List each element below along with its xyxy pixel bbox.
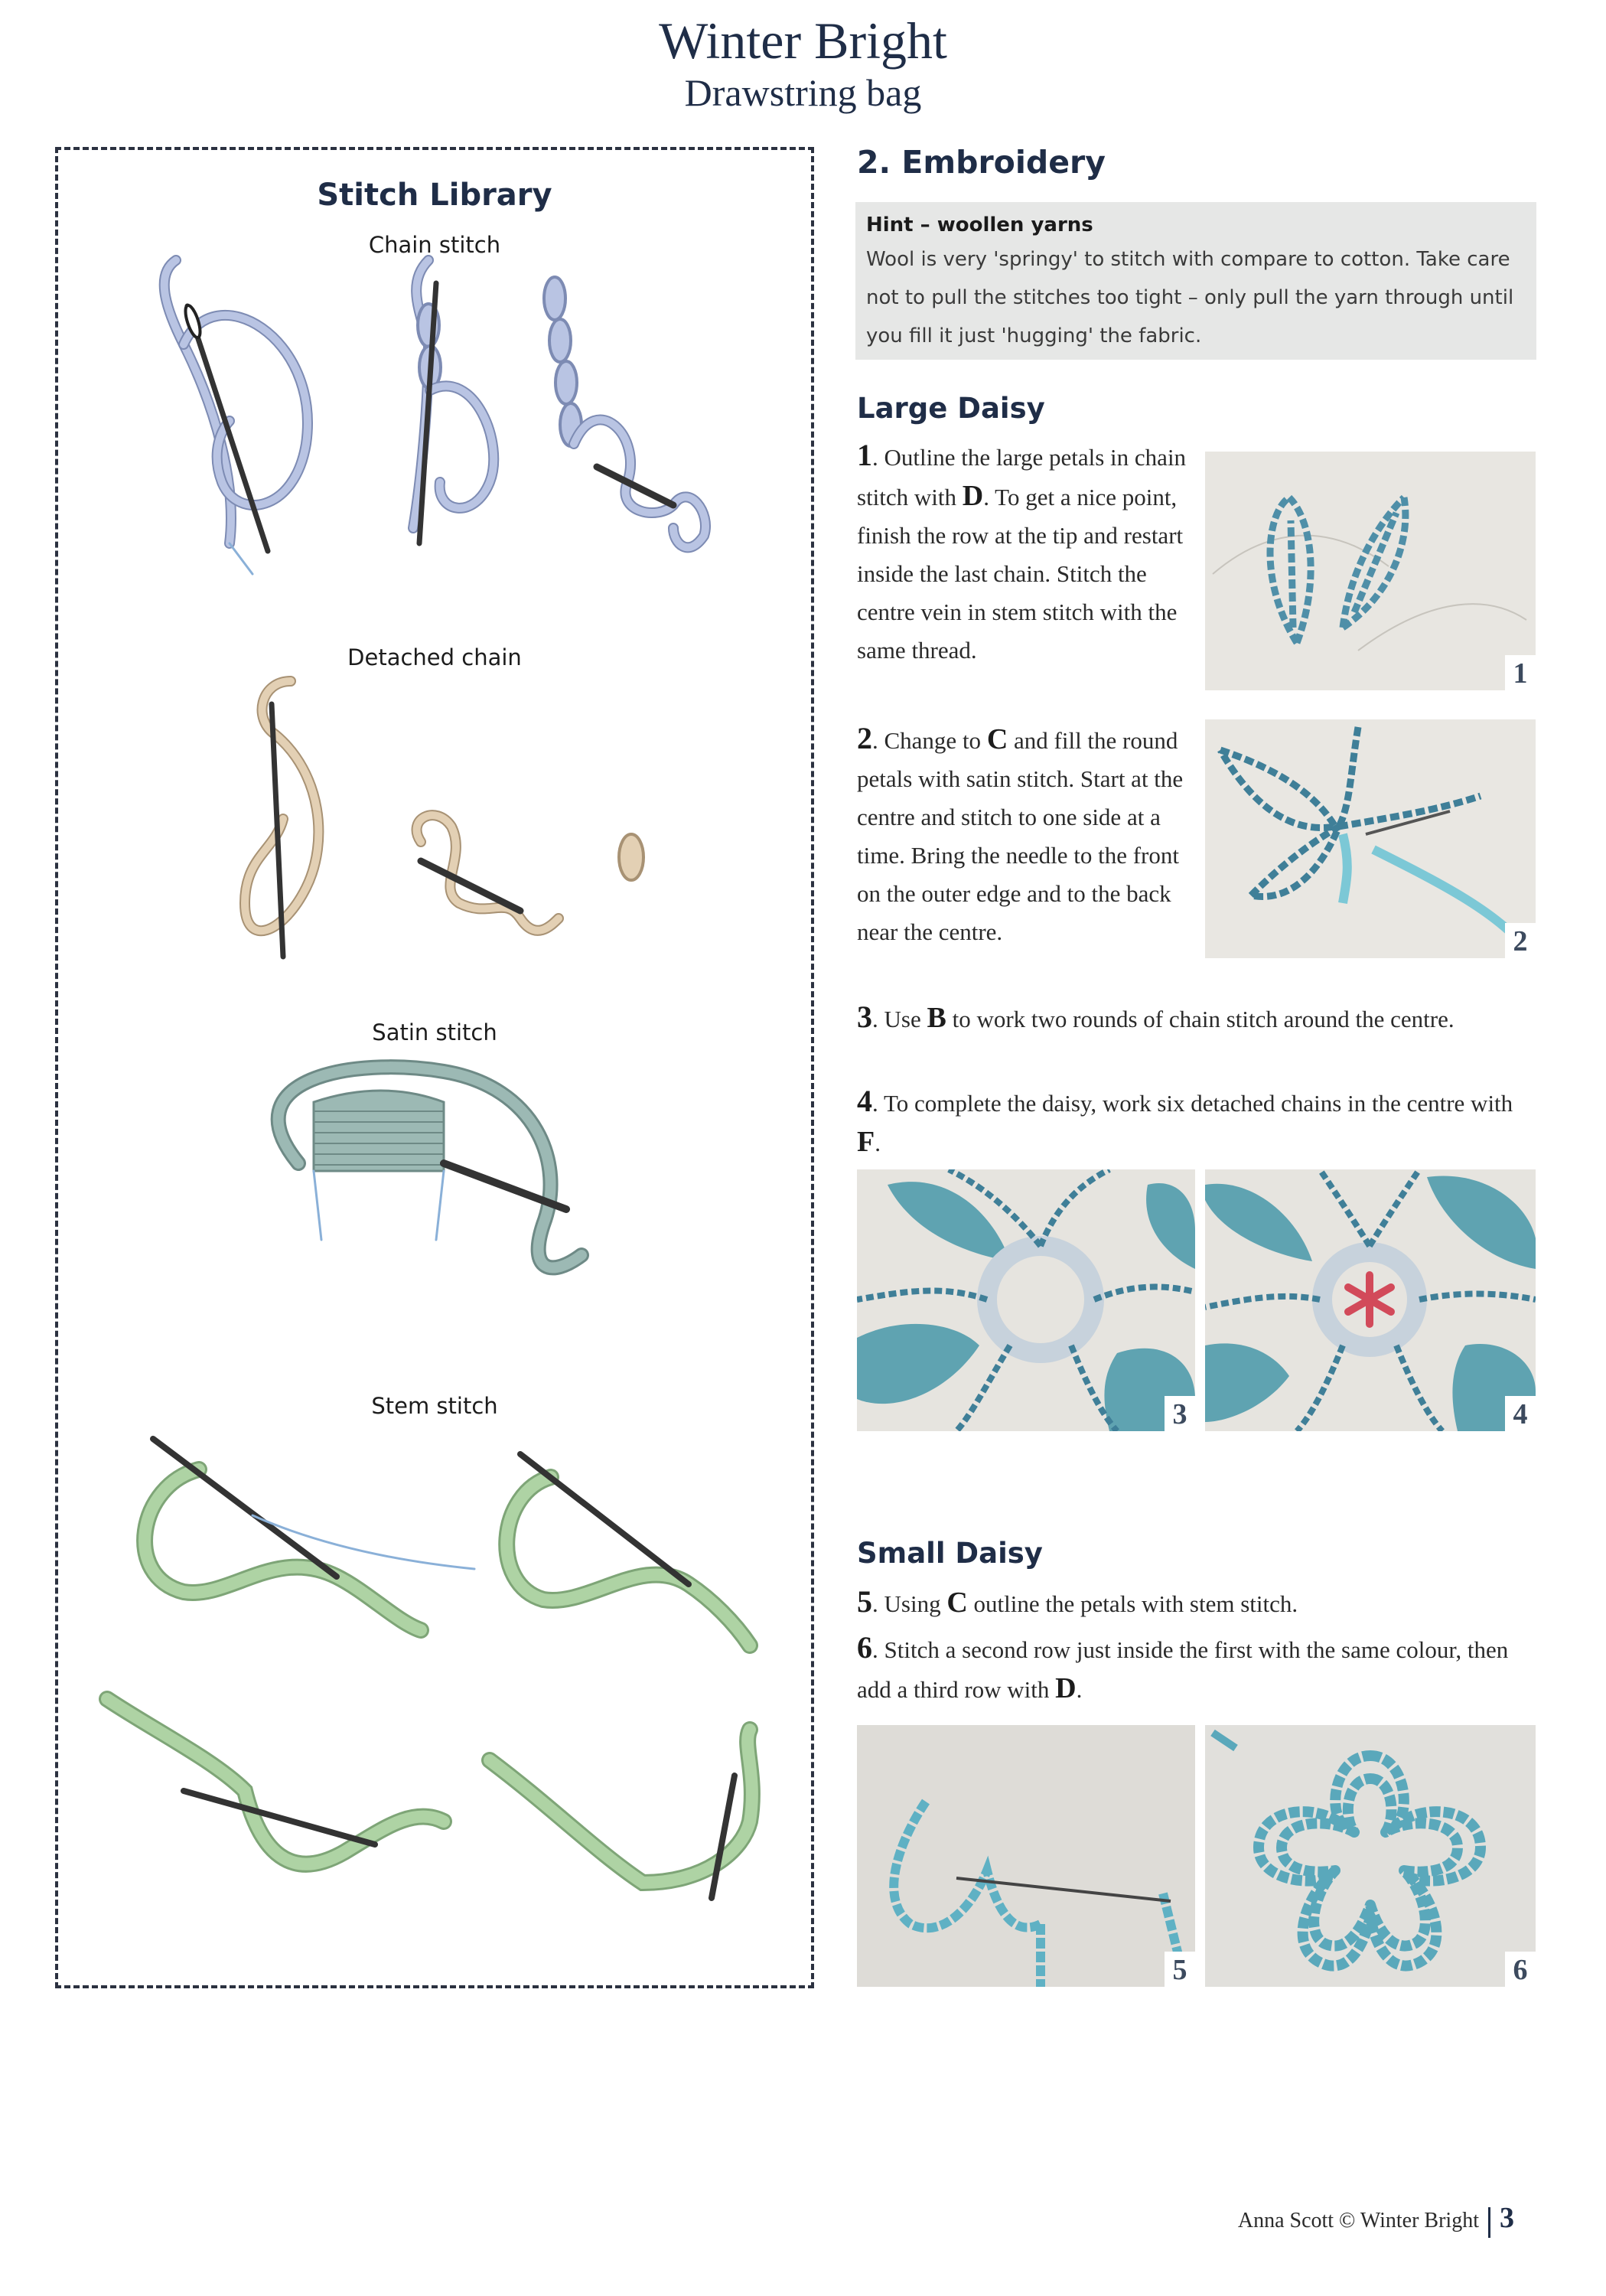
hint-line: you fill it just 'hugging' the fabric. [866, 325, 1202, 347]
document-subtitle: Drawstring bag [684, 71, 922, 114]
footer-divider [1488, 2207, 1490, 2238]
photo-6 [1205, 1725, 1536, 1987]
satin-stitch-label: Satin stitch [372, 1019, 497, 1045]
photo-number: 2 [1505, 923, 1536, 958]
chain-stitch-label: Chain stitch [368, 232, 501, 258]
photo-number: 4 [1505, 1396, 1536, 1431]
photo-5 [857, 1725, 1195, 1987]
section-title: 2. Embroidery [857, 144, 1106, 181]
page-number: 3 [1500, 2202, 1514, 2234]
step-6: 6. Stitch a second row just inside the first with the same colour, then add a third row with D. [857, 1630, 1509, 1704]
photo-2 [1205, 719, 1536, 958]
page-footer [1238, 2201, 1514, 2238]
document-title: Winter Bright [659, 11, 947, 70]
chain-stitch-illustration [138, 253, 735, 589]
step-5: 5. Using C outline the petals with stem stitch. [857, 1584, 1298, 1619]
hint-line: not to pull the stitches too tight – only pull the yarn through until [866, 286, 1514, 309]
stem-stitch-label: Stem stitch [371, 1393, 498, 1419]
step-3: 3. Use B to work two rounds of chain stitch around the centre. [857, 1000, 1455, 1034]
stem-stitch-illustration [92, 1424, 796, 1959]
detached-chain-illustration [230, 673, 643, 980]
hint-line: Wool is very 'springy' to stitch with compare to cotton. Take care [866, 248, 1510, 271]
detached-chain-label: Detached chain [347, 644, 522, 670]
photo-number: 1 [1505, 655, 1536, 690]
large-daisy-title: Large Daisy [857, 392, 1045, 425]
photo-4 [1205, 1169, 1536, 1431]
satin-stitch-illustration [245, 1049, 627, 1293]
photo-number: 3 [1165, 1396, 1195, 1431]
footer-credit: Anna Scott © Winter Bright [1237, 2209, 1479, 2232]
hint-title: Hint – woollen yarns [866, 214, 1093, 236]
hint-box [855, 202, 1536, 360]
photo-number: 5 [1165, 1952, 1195, 1987]
step-4: 4. To complete the daisy, work six detached chains in the centre with F. [857, 1084, 1513, 1158]
photo-number: 6 [1505, 1952, 1536, 1987]
step-1: 1. Outline the large petals in chain stitch with D. To get a nice point, finish the row at the tip and restart inside the last chain. Stitch the centre vein in stem stitch with the same thread. [857, 438, 1187, 664]
small-daisy-title: Small Daisy [857, 1537, 1043, 1570]
step-2: 2. Change to C and fill the round petals with satin stitch. Start at the centre and stitch to one side at a time. Bring the needle to the front on the outer edge and to the back near the centre. [857, 721, 1184, 945]
photo-1 [1205, 452, 1536, 690]
stitch-library-title: Stitch Library [317, 178, 552, 213]
photo-3 [857, 1169, 1195, 1431]
